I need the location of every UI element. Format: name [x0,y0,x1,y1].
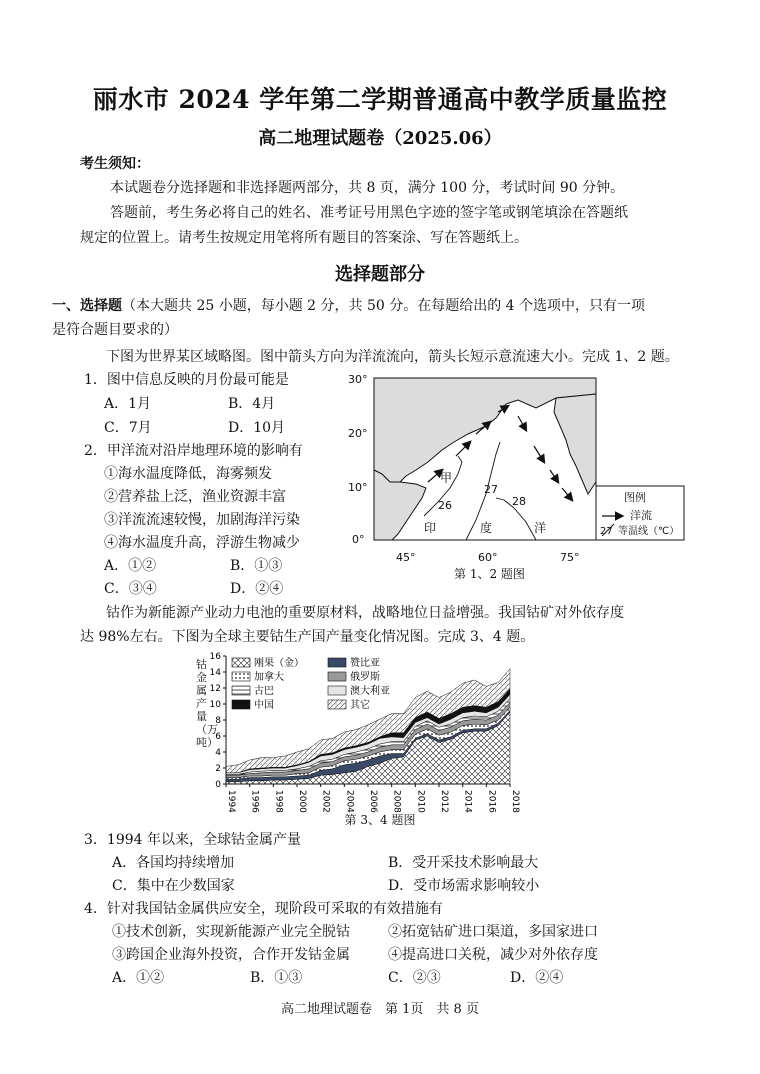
x-tick-label: 2004 [344,790,355,813]
legend-current-label: 洋流 [630,509,652,522]
y-tick-label: 12 [209,684,221,694]
x-tick-label: 2008 [391,790,402,813]
lat-label: 30° [348,373,368,386]
notice-line-3: 规定的位置上。请考生按规定用笔将所有题目的答案涂、写在答题纸上。 [80,230,528,246]
q1-option-b: B．4月 [228,396,276,412]
legend-label: 俄罗斯 [350,672,380,683]
x-tick-label: 2016 [486,790,497,813]
q3-option-b: B．受开采技术影响最大 [388,855,539,871]
y-tick-label: 14 [209,668,221,678]
legend-label: 中国 [254,700,274,711]
q2-statement-2: ②营养盐上泛，渔业资源丰富 [104,489,286,505]
q4-option-b: B．①③ [250,970,303,986]
section-title: 选择题部分 [335,264,425,285]
q4-statement-1: ①技术创新，实现新能源产业完全脱钴 [112,924,350,940]
x-tick-label: 1996 [249,790,260,813]
legend-label: 古巴 [254,686,274,697]
q2-option-a: A．①② [104,558,157,574]
q3-option-a: A．各国均持续增加 [112,855,235,871]
legend-label: 澳大利亚 [350,686,390,697]
legend-title: 图例 [624,491,646,504]
lon-label: 45° [396,551,416,564]
q4-option-c: C．②③ [388,970,441,986]
lon-label: 75° [560,551,580,564]
exam-subtitle: 高二地理试题卷（2025.06） [258,128,502,149]
q3-option-c: C．集中在少数国家 [112,878,235,894]
q1-option-c: C．7月 [104,420,152,436]
q1-stem: 1．图中信息反映的月份最可能是 [84,372,289,388]
notice-line-2: 答题前，考生务必将自己的姓名、准考证号用黑色字迹的签字笔或钢笔填涂在答题纸 [110,205,628,221]
legend-label: 加拿大 [254,672,284,683]
notice-line-1: 本试题卷分选择题和非选择题两部分，共 8 页，满分 100 分，考试时间 90 分钟。 [110,180,625,196]
part1-desc-1 [52,296,645,316]
page-footer: 高二地理试题卷 第 1页 共 8 页 [281,1002,479,1017]
chart-caption: 第 3、4 题图 [344,813,416,827]
y-tick-label: 4 [215,748,221,758]
q2-statement-4: ④海水温度升高，浮游生物减少 [104,535,300,551]
chart-legend [232,656,390,711]
legend-swatch [328,686,346,695]
legend-label: 其它 [350,700,370,711]
x-tick-label: 2018 [510,790,520,813]
legend-label: 赞比亚 [350,658,380,669]
isotherm-label: 26 [438,499,452,512]
ocean-label: 印 [424,521,437,535]
legend-swatch [232,686,250,695]
y-tick-label: 10 [209,700,221,710]
legend-swatch [328,658,346,667]
map-figure [346,370,691,600]
legend-iso-label: 等温线（℃） [618,526,680,537]
lat-label: 10° [348,481,368,494]
q2-option-c: C．③④ [104,581,157,597]
exam-title: 丽水市 2024 学年第二学期普通高中教学质量监控 [92,85,668,114]
chart-ylabel: 钴金属产量（万吨） [196,658,218,749]
legend-label: 刚果（金） [254,658,304,669]
q3-stem: 3．1994 年以来，全球钴金属产量 [84,832,301,848]
q4-statement-4: ④提高进口关税，减少对外依存度 [388,947,598,963]
ocean-label: 度 [480,521,493,535]
legend-swatch [232,658,250,667]
legend-swatch [328,672,346,681]
lat-label: 20° [348,427,368,440]
intro-q1-2: 下图为世界某区域略图。图中箭头方向为洋流流向，箭头长短示意流速大小。完成 1、2 题。 [106,349,679,365]
lat-label: 0° [352,533,365,546]
map-svg [346,370,691,600]
part1-label: 一、选择题 [52,298,122,314]
cobalt-chart [190,648,530,828]
x-tick-label: 2000 [297,790,307,813]
part1-desc-text: （本大题共 25 小题，每小题 2 分，共 50 分。在每题给出的 4 个选项中，只有一项 [122,298,646,314]
x-tick-label: 2014 [462,790,473,813]
notice-heading: 考生须知： [80,156,150,172]
q2-option-d: D．②④ [230,581,284,597]
intro-q3-4-line-1: 钴作为新能源产业动力电池的重要原材料，战略地位日益增强。我国钴矿对外依存度 [106,605,624,621]
q2-statement-3: ③洋流流速较慢，加剧海洋污染 [104,512,300,528]
x-tick-label: 2002 [320,790,331,813]
isotherm-label: 27 [484,483,498,496]
q4-option-a: A．①② [112,970,165,986]
q4-option-d: D．②④ [510,970,564,986]
x-tick-label: 1998 [273,790,284,813]
x-tick-label: 2012 [439,790,449,813]
legend-swatch [232,672,250,681]
q1-option-a: A．1月 [104,396,152,412]
y-tick-label: 16 [209,652,221,662]
y-tick-label: 8 [215,716,221,726]
x-tick-label: 2010 [415,790,426,813]
chart-svg [190,648,530,828]
current-jia-label: 甲 [440,471,453,485]
q2-option-b: B．①③ [230,558,283,574]
map-caption: 第 1、2 题图 [454,567,525,581]
q2-stem: 2．甲洋流对沿岸地理环境的影响有 [84,443,303,459]
part1-desc-2: 是符合题目要求的） [52,322,178,338]
q1-option-d: D．10月 [228,420,286,436]
q4-statement-2: ②拓宽钴矿进口渠道，多国家进口 [388,924,598,940]
q3-option-d: D．受市场需求影响较小 [388,878,540,894]
ocean-label: 洋 [534,521,547,535]
q2-statement-1: ①海水温度降低，海雾频发 [104,466,272,482]
intro-q3-4-line-2: 达 98%左右。下图为全球主要钴生产国产量变化情况图。完成 3、4 题。 [80,629,535,645]
q4-statement-3: ③跨国企业海外投资，合作开发钴金属 [112,947,350,963]
legend-swatch [232,700,250,709]
x-tick-label: 2006 [368,790,378,813]
y-tick-label: 6 [215,732,221,742]
lon-label: 60° [478,551,498,564]
isotherm-label: 28 [512,495,526,508]
y-tick-label: 2 [215,764,221,774]
x-tick-label: 1994 [226,790,236,813]
y-tick-label: 0 [215,780,221,790]
legend-iso-number: 27 [600,526,613,537]
legend-swatch [328,700,346,709]
q4-stem: 4．针对我国钴金属供应安全，现阶段可采取的有效措施有 [84,901,443,917]
